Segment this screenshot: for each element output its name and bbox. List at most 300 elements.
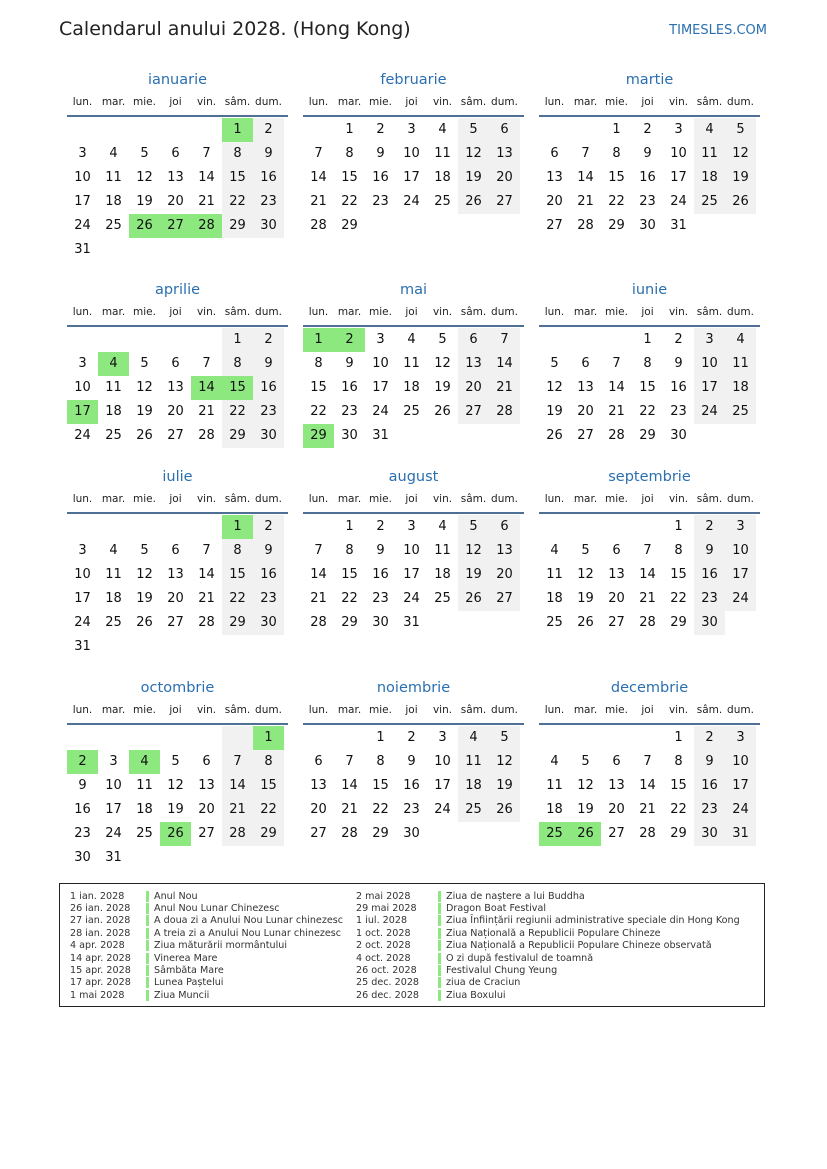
day-cell: 28 [639, 826, 656, 841]
empty-cell [67, 328, 98, 352]
day-cell: 23 [253, 400, 284, 424]
month-name: noiembrie [376, 680, 451, 696]
holiday-color-marker [438, 965, 441, 976]
empty-cell [632, 515, 663, 539]
legend-date: 1 ian. 2028 [70, 890, 125, 902]
day-cell: 2 [334, 328, 365, 352]
day-cell: 29 [303, 424, 334, 448]
day-cell: 19 [577, 802, 594, 817]
day-cell: 9 [376, 146, 385, 161]
day-cell: 26 [458, 190, 489, 214]
legend-date: 14 apr. 2028 [70, 952, 131, 964]
day-cell: 5 [438, 332, 447, 347]
day-cell: 18 [434, 170, 451, 185]
day-cell: 6 [612, 543, 621, 558]
day-cell: 2 [376, 122, 385, 137]
day-cell: 27 [167, 428, 184, 443]
empty-cell [129, 515, 160, 539]
days-grid [539, 726, 760, 846]
day-cell: 30 [372, 615, 389, 630]
weekday-label: vin. [196, 704, 217, 716]
day-cell: 23 [694, 798, 725, 822]
day-cell: 27 [577, 428, 594, 443]
legend-holiday-name: Ziua Muncii [154, 989, 210, 1001]
day-cell: 20 [546, 194, 563, 209]
day-cell: 30 [403, 826, 420, 841]
day-cell: 25 [694, 190, 725, 214]
weekday-label: mar. [573, 96, 598, 108]
day-cell: 26 [129, 214, 160, 238]
empty-cell [98, 515, 129, 539]
day-cell: 7 [489, 328, 520, 352]
day-cell: 10 [403, 543, 420, 558]
empty-cell [160, 726, 191, 750]
day-cell: 16 [639, 170, 656, 185]
month-iunie [539, 280, 760, 448]
day-cell: 26 [136, 428, 153, 443]
days-grid [303, 118, 524, 238]
day-cell: 23 [74, 826, 91, 841]
legend-holiday-name: Dragon Boat Festival [446, 903, 546, 915]
empty-cell [725, 611, 756, 635]
day-cell: 23 [639, 194, 656, 209]
day-cell: 1 [222, 118, 253, 142]
day-cell: 4 [550, 754, 559, 769]
day-cell: 15 [222, 376, 253, 400]
day-cell: 16 [694, 563, 725, 587]
empty-cell [67, 726, 98, 750]
day-cell: 21 [639, 591, 656, 606]
legend-holiday-name: Ziua de naștere a lui Buddha [446, 890, 585, 902]
empty-cell [129, 726, 160, 750]
weekday-label: dum. [255, 306, 282, 318]
day-cell: 21 [310, 591, 327, 606]
day-cell: 23 [341, 404, 358, 419]
weekday-label: sâm. [696, 306, 723, 318]
day-cell: 17 [74, 591, 91, 606]
day-cell: 24 [670, 194, 687, 209]
day-cell: 26 [160, 822, 191, 846]
day-cell: 12 [458, 142, 489, 166]
day-cell: 28 [577, 218, 594, 233]
weekday-label: lun. [308, 704, 329, 716]
day-cell: 17 [694, 376, 725, 400]
holiday-color-marker [146, 965, 149, 976]
day-cell: 26 [489, 798, 520, 822]
day-cell: 3 [407, 122, 416, 137]
month-noiembrie [303, 678, 524, 846]
weekday-label: joi [169, 96, 182, 108]
legend-date: 29 mai 2028 [356, 903, 417, 915]
day-cell: 25 [458, 798, 489, 822]
day-cell: 3 [725, 515, 756, 539]
day-cell: 5 [550, 356, 559, 371]
day-cell: 21 [198, 194, 215, 209]
day-cell: 21 [198, 404, 215, 419]
day-cell: 8 [253, 750, 284, 774]
day-cell: 2 [694, 515, 725, 539]
day-cell: 25 [546, 615, 563, 630]
day-cell: 25 [105, 428, 122, 443]
day-cell: 3 [78, 543, 87, 558]
day-cell: 16 [253, 166, 284, 190]
empty-cell [98, 118, 129, 142]
day-cell: 28 [489, 400, 520, 424]
empty-cell [570, 726, 601, 750]
day-cell: 29 [670, 826, 687, 841]
holiday-color-marker [146, 903, 149, 914]
day-cell: 12 [489, 750, 520, 774]
weekday-label: vin. [432, 306, 453, 318]
empty-cell [303, 515, 334, 539]
day-cell: 9 [253, 142, 284, 166]
day-cell: 22 [670, 802, 687, 817]
day-cell: 14 [198, 567, 215, 582]
legend-holiday-name: O zi după festivalul de toamnă [446, 952, 594, 964]
day-cell: 20 [608, 802, 625, 817]
day-cell: 16 [670, 380, 687, 395]
day-cell: 7 [202, 146, 211, 161]
day-cell: 21 [198, 591, 215, 606]
weekday-label: lun. [308, 306, 329, 318]
legend-date: 26 ian. 2028 [70, 903, 131, 915]
days-grid [539, 515, 760, 635]
weekday-label: sâm. [696, 704, 723, 716]
day-cell: 21 [341, 802, 358, 817]
weekday-label: mar. [573, 704, 598, 716]
day-cell: 14 [310, 170, 327, 185]
empty-cell [160, 328, 191, 352]
empty-cell [191, 726, 222, 750]
weekday-label: sâm. [224, 704, 251, 716]
day-cell: 1 [345, 122, 354, 137]
day-cell: 28 [191, 214, 222, 238]
day-cell: 19 [489, 774, 520, 798]
weekday-label: joi [169, 306, 182, 318]
empty-cell [570, 328, 601, 352]
day-cell: 2 [376, 519, 385, 534]
weekday-label: vin. [196, 96, 217, 108]
day-cell: 14 [198, 170, 215, 185]
day-cell: 7 [314, 146, 323, 161]
weekday-label: dum. [491, 96, 518, 108]
legend-item [70, 989, 343, 1001]
weekday-label: vin. [668, 493, 689, 505]
empty-cell [222, 726, 253, 750]
holiday-color-marker [146, 891, 149, 902]
day-cell: 24 [372, 404, 389, 419]
month-decembrie [539, 678, 760, 846]
month-name: iulie [162, 469, 193, 485]
weekday-label: sâm. [460, 704, 487, 716]
weekday-label: lun. [72, 704, 93, 716]
day-cell: 18 [546, 591, 563, 606]
day-cell: 24 [74, 615, 91, 630]
month-februarie [303, 70, 524, 238]
holiday-color-marker [146, 977, 149, 988]
days-grid [303, 726, 524, 846]
day-cell: 15 [608, 170, 625, 185]
day-cell: 13 [608, 567, 625, 582]
day-cell: 4 [550, 543, 559, 558]
day-cell: 27 [489, 587, 520, 611]
legend-holiday-name: Anul Nou [154, 890, 198, 902]
empty-cell [222, 635, 253, 659]
day-cell: 7 [314, 543, 323, 558]
day-cell: 12 [577, 778, 594, 793]
empty-cell [632, 726, 663, 750]
day-cell: 4 [438, 519, 447, 534]
day-cell: 15 [341, 567, 358, 582]
legend-holiday-name: Anul Nou Lunar Chinezesc [154, 903, 280, 915]
empty-cell [191, 635, 222, 659]
empty-cell [160, 635, 191, 659]
day-cell: 10 [670, 146, 687, 161]
day-cell: 22 [341, 591, 358, 606]
holiday-color-marker [438, 977, 441, 988]
day-cell: 28 [198, 615, 215, 630]
empty-cell [98, 238, 129, 262]
empty-cell [98, 635, 129, 659]
weekday-label: mie. [369, 96, 392, 108]
day-cell: 12 [546, 380, 563, 395]
day-cell: 22 [222, 190, 253, 214]
day-cell: 29 [608, 218, 625, 233]
weekday-label: sâm. [460, 96, 487, 108]
day-cell: 1 [674, 730, 683, 745]
day-cell: 30 [670, 428, 687, 443]
day-cell: 9 [345, 356, 354, 371]
empty-cell [427, 424, 458, 448]
weekday-label: mie. [605, 493, 628, 505]
day-cell: 24 [403, 591, 420, 606]
holiday-color-marker [146, 953, 149, 964]
legend-holiday-name: Sâmbăta Mare [154, 965, 224, 977]
empty-cell [458, 822, 489, 846]
day-cell: 11 [458, 750, 489, 774]
day-cell: 16 [372, 170, 389, 185]
day-cell: 20 [489, 166, 520, 190]
empty-cell [129, 118, 160, 142]
legend-item [356, 989, 740, 1001]
day-cell: 11 [725, 352, 756, 376]
day-cell: 21 [639, 802, 656, 817]
day-cell: 6 [458, 328, 489, 352]
empty-cell [539, 515, 570, 539]
legend-date: 17 apr. 2028 [70, 977, 131, 989]
day-cell: 21 [608, 404, 625, 419]
weekday-label: mie. [133, 96, 156, 108]
day-cell: 5 [581, 543, 590, 558]
weekday-label: vin. [668, 96, 689, 108]
day-cell: 31 [74, 639, 91, 654]
day-cell: 20 [167, 591, 184, 606]
day-cell: 21 [222, 798, 253, 822]
day-cell: 4 [98, 352, 129, 376]
day-cell: 5 [725, 118, 756, 142]
weekday-label: vin. [196, 306, 217, 318]
legend-date: 1 mai 2028 [70, 989, 125, 1001]
day-cell: 11 [546, 567, 563, 582]
day-cell: 13 [167, 170, 184, 185]
day-cell: 24 [403, 194, 420, 209]
empty-cell [427, 214, 458, 238]
holiday-color-marker [438, 990, 441, 1001]
legend-date: 4 oct. 2028 [356, 952, 411, 964]
weekday-label: dum. [255, 96, 282, 108]
empty-cell [570, 118, 601, 142]
day-cell: 25 [434, 591, 451, 606]
month-name: martie [625, 72, 674, 88]
month-august [303, 467, 524, 635]
empty-cell [160, 238, 191, 262]
day-cell: 7 [202, 356, 211, 371]
legend-holiday-name: Ziua Națională a Republicii Populare Chineze observată [446, 940, 712, 952]
legend-holiday-name: Ziua Înființării regiunii administrative speciale din Hong Kong [446, 915, 740, 927]
empty-cell [160, 118, 191, 142]
legend-date: 25 dec. 2028 [356, 977, 420, 989]
weekday-label: sâm. [224, 493, 251, 505]
legend-holiday-name: A doua zi a Anului Nou Lunar chinezesc [154, 915, 344, 927]
month-octombrie [67, 678, 288, 870]
day-cell: 27 [310, 826, 327, 841]
day-cell: 17 [403, 170, 420, 185]
day-cell: 31 [372, 428, 389, 443]
weekday-label: joi [405, 306, 418, 318]
day-cell: 30 [253, 424, 284, 448]
legend-item [70, 927, 343, 939]
day-cell: 3 [694, 328, 725, 352]
weekday-header [539, 93, 760, 117]
day-cell: 26 [725, 190, 756, 214]
day-cell: 1 [222, 515, 253, 539]
weekday-label: dum. [255, 493, 282, 505]
holiday-color-marker [438, 903, 441, 914]
day-cell: 2 [674, 332, 683, 347]
weekday-label: joi [405, 493, 418, 505]
day-cell: 6 [550, 146, 559, 161]
day-cell: 9 [253, 539, 284, 563]
weekday-label: vin. [668, 306, 689, 318]
weekday-label: dum. [727, 493, 754, 505]
day-cell: 8 [612, 146, 621, 161]
day-cell: 19 [136, 591, 153, 606]
day-cell: 12 [136, 567, 153, 582]
day-cell: 25 [105, 218, 122, 233]
legend-item [70, 977, 343, 989]
empty-cell [396, 214, 427, 238]
day-cell: 30 [694, 611, 725, 635]
day-cell: 27 [198, 826, 215, 841]
holiday-color-marker [438, 953, 441, 964]
day-cell: 27 [160, 214, 191, 238]
days-grid [67, 328, 288, 448]
empty-cell [222, 238, 253, 262]
day-cell: 12 [434, 356, 451, 371]
day-cell: 7 [581, 146, 590, 161]
day-cell: 25 [539, 822, 570, 846]
day-cell: 31 [74, 242, 91, 257]
month-name: ianuarie [147, 72, 208, 88]
legend-item [356, 940, 740, 952]
day-cell: 29 [222, 214, 253, 238]
day-cell: 28 [198, 428, 215, 443]
empty-cell [253, 238, 284, 262]
day-cell: 24 [725, 587, 756, 611]
day-cell: 14 [341, 778, 358, 793]
weekday-header [303, 701, 524, 725]
day-cell: 3 [438, 730, 447, 745]
day-cell: 15 [222, 563, 253, 587]
weekday-label: mie. [133, 704, 156, 716]
day-cell: 26 [570, 822, 601, 846]
day-cell: 6 [489, 118, 520, 142]
day-cell: 1 [345, 519, 354, 534]
month-aprilie [67, 280, 288, 448]
day-cell: 8 [345, 543, 354, 558]
day-cell: 2 [253, 118, 284, 142]
empty-cell [489, 611, 520, 635]
day-cell: 12 [136, 380, 153, 395]
day-cell: 5 [140, 543, 149, 558]
legend-item [356, 890, 740, 902]
day-cell: 17 [725, 563, 756, 587]
brand-link[interactable]: TIMESLES.COM [669, 23, 767, 38]
legend-item [356, 902, 740, 914]
day-cell: 2 [253, 328, 284, 352]
weekday-label: dum. [727, 96, 754, 108]
holiday-color-marker [438, 891, 441, 902]
day-cell: 9 [694, 539, 725, 563]
day-cell: 7 [643, 754, 652, 769]
day-cell: 12 [136, 170, 153, 185]
day-cell: 18 [105, 404, 122, 419]
day-cell: 17 [725, 774, 756, 798]
day-cell: 18 [136, 802, 153, 817]
days-grid [539, 118, 760, 238]
day-cell: 3 [674, 122, 683, 137]
empty-cell [160, 846, 191, 870]
weekday-label: joi [169, 493, 182, 505]
weekday-label: mie. [369, 704, 392, 716]
empty-cell [458, 424, 489, 448]
legend-item [70, 964, 343, 976]
day-cell: 23 [670, 404, 687, 419]
day-cell: 21 [310, 194, 327, 209]
day-cell: 27 [167, 615, 184, 630]
day-cell: 8 [222, 142, 253, 166]
legend-item [70, 915, 343, 927]
weekday-label: lun. [308, 96, 329, 108]
weekday-label: mie. [369, 493, 392, 505]
day-cell: 18 [458, 774, 489, 798]
days-grid [303, 515, 524, 635]
empty-cell [303, 118, 334, 142]
day-cell: 30 [74, 850, 91, 865]
legend-column-right [356, 890, 740, 1002]
empty-cell [67, 515, 98, 539]
day-cell: 31 [105, 850, 122, 865]
empty-cell [98, 726, 129, 750]
day-cell: 29 [253, 822, 284, 846]
day-cell: 5 [171, 754, 180, 769]
weekday-header [539, 701, 760, 725]
day-cell: 24 [694, 400, 725, 424]
day-cell: 16 [341, 380, 358, 395]
weekday-label: mar. [101, 493, 126, 505]
legend-date: 26 dec. 2028 [356, 989, 420, 1001]
day-cell: 24 [105, 826, 122, 841]
